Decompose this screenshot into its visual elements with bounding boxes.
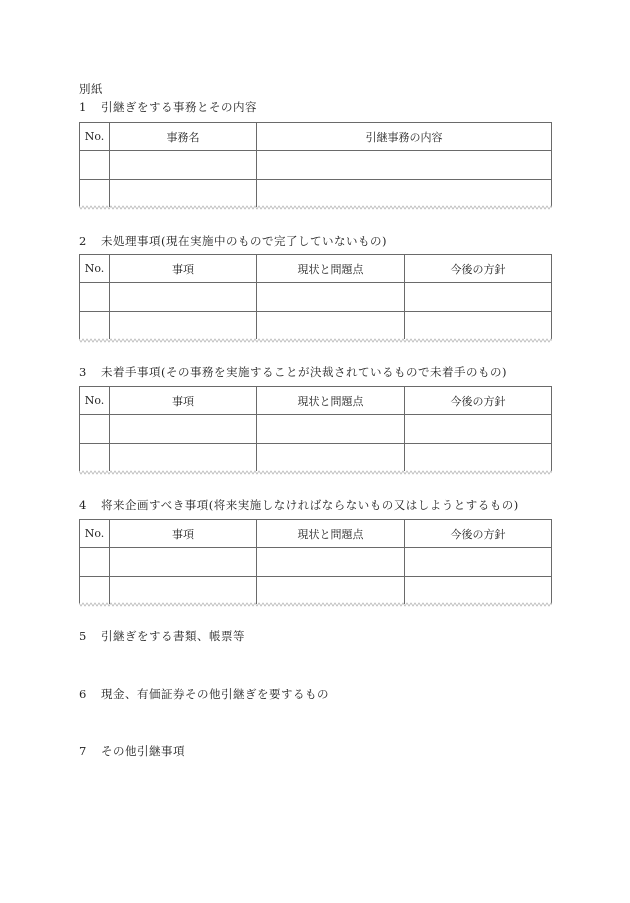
section-7-heading <box>79 743 185 759</box>
attachment-label: 別紙 <box>79 82 103 96</box>
table-row <box>80 312 552 340</box>
cell-no[interactable] <box>80 577 110 605</box>
cell-future-policy[interactable] <box>405 415 552 444</box>
table-row <box>80 415 552 444</box>
header-status-issues: 現状と問題点 <box>257 387 405 415</box>
section-title: 引継ぎをする事務とその内容 <box>101 100 257 114</box>
table-row <box>80 444 552 472</box>
section-number: 1 <box>79 100 87 114</box>
section-number: 5 <box>79 629 87 643</box>
table-header-row <box>80 387 552 415</box>
cell-no[interactable] <box>80 312 110 340</box>
cell-future-policy[interactable] <box>405 548 552 577</box>
section-title: 将来企画すべき事項(将来実施しなければならないもの又はしようとするもの) <box>101 498 519 512</box>
section-title: 未着手事項(その事務を実施することが決裁されているもので未着手のもの) <box>101 365 507 379</box>
cell-no[interactable] <box>80 151 110 180</box>
header-future-policy: 今後の方針 <box>405 255 552 283</box>
cell-item[interactable] <box>110 577 257 605</box>
table-row <box>80 548 552 577</box>
section-4-table <box>79 519 552 604</box>
torn-edge-divider <box>79 470 552 476</box>
cell-no[interactable] <box>80 444 110 472</box>
cell-item[interactable] <box>110 444 257 472</box>
header-no: No. <box>80 123 110 151</box>
cell-no[interactable] <box>80 180 110 208</box>
section-title: 現金、有価証券その他引継ぎを要するもの <box>101 687 329 701</box>
cell-future-policy[interactable] <box>405 577 552 605</box>
section-5-heading <box>79 628 245 644</box>
section-6-heading <box>79 686 329 702</box>
cell-item[interactable] <box>110 312 257 340</box>
header-no: No. <box>80 520 110 548</box>
cell-item[interactable] <box>110 548 257 577</box>
cell-status-issues[interactable] <box>257 283 405 312</box>
torn-edge-divider <box>79 338 552 344</box>
header-item: 事項 <box>110 520 257 548</box>
header-future-policy: 今後の方針 <box>405 520 552 548</box>
header-task-content: 引継事務の内容 <box>257 123 552 151</box>
header-item: 事項 <box>110 387 257 415</box>
cell-no[interactable] <box>80 548 110 577</box>
cell-task-name[interactable] <box>110 151 257 180</box>
header-status-issues: 現状と問題点 <box>257 255 405 283</box>
cell-status-issues[interactable] <box>257 415 405 444</box>
section-title: その他引継事項 <box>101 744 185 758</box>
section-number: 3 <box>79 365 87 379</box>
torn-edge-divider <box>79 205 552 211</box>
table-row <box>80 180 552 208</box>
cell-task-content[interactable] <box>257 151 552 180</box>
cell-task-name[interactable] <box>110 180 257 208</box>
table-row <box>80 151 552 180</box>
cell-future-policy[interactable] <box>405 444 552 472</box>
cell-task-content[interactable] <box>257 180 552 208</box>
section-2-table <box>79 254 552 339</box>
section-3-table <box>79 386 552 471</box>
table-header-row <box>80 123 552 151</box>
table-header-row <box>80 520 552 548</box>
section-number: 6 <box>79 687 87 701</box>
header-future-policy: 今後の方針 <box>405 387 552 415</box>
section-1-heading <box>79 99 257 115</box>
header-task-name: 事務名 <box>110 123 257 151</box>
section-1-table <box>79 122 552 207</box>
header-item: 事項 <box>110 255 257 283</box>
cell-status-issues[interactable] <box>257 548 405 577</box>
section-title: 未処理事項(現在実施中のもので完了していないもの) <box>101 234 387 248</box>
header-status-issues: 現状と問題点 <box>257 520 405 548</box>
section-number: 4 <box>79 498 87 512</box>
cell-status-issues[interactable] <box>257 577 405 605</box>
cell-no[interactable] <box>80 283 110 312</box>
section-number: 2 <box>79 234 87 248</box>
cell-no[interactable] <box>80 415 110 444</box>
section-3-heading <box>79 364 507 380</box>
cell-status-issues[interactable] <box>257 312 405 340</box>
section-2-heading <box>79 233 387 249</box>
section-4-heading <box>79 497 519 513</box>
section-number: 7 <box>79 744 87 758</box>
cell-status-issues[interactable] <box>257 444 405 472</box>
section-title: 引継ぎをする書類、帳票等 <box>101 629 245 643</box>
table-row <box>80 283 552 312</box>
table-row <box>80 577 552 605</box>
torn-edge-divider <box>79 602 552 608</box>
cell-item[interactable] <box>110 283 257 312</box>
cell-item[interactable] <box>110 415 257 444</box>
table-header-row <box>80 255 552 283</box>
cell-future-policy[interactable] <box>405 283 552 312</box>
header-no: No. <box>80 255 110 283</box>
header-no: No. <box>80 387 110 415</box>
cell-future-policy[interactable] <box>405 312 552 340</box>
